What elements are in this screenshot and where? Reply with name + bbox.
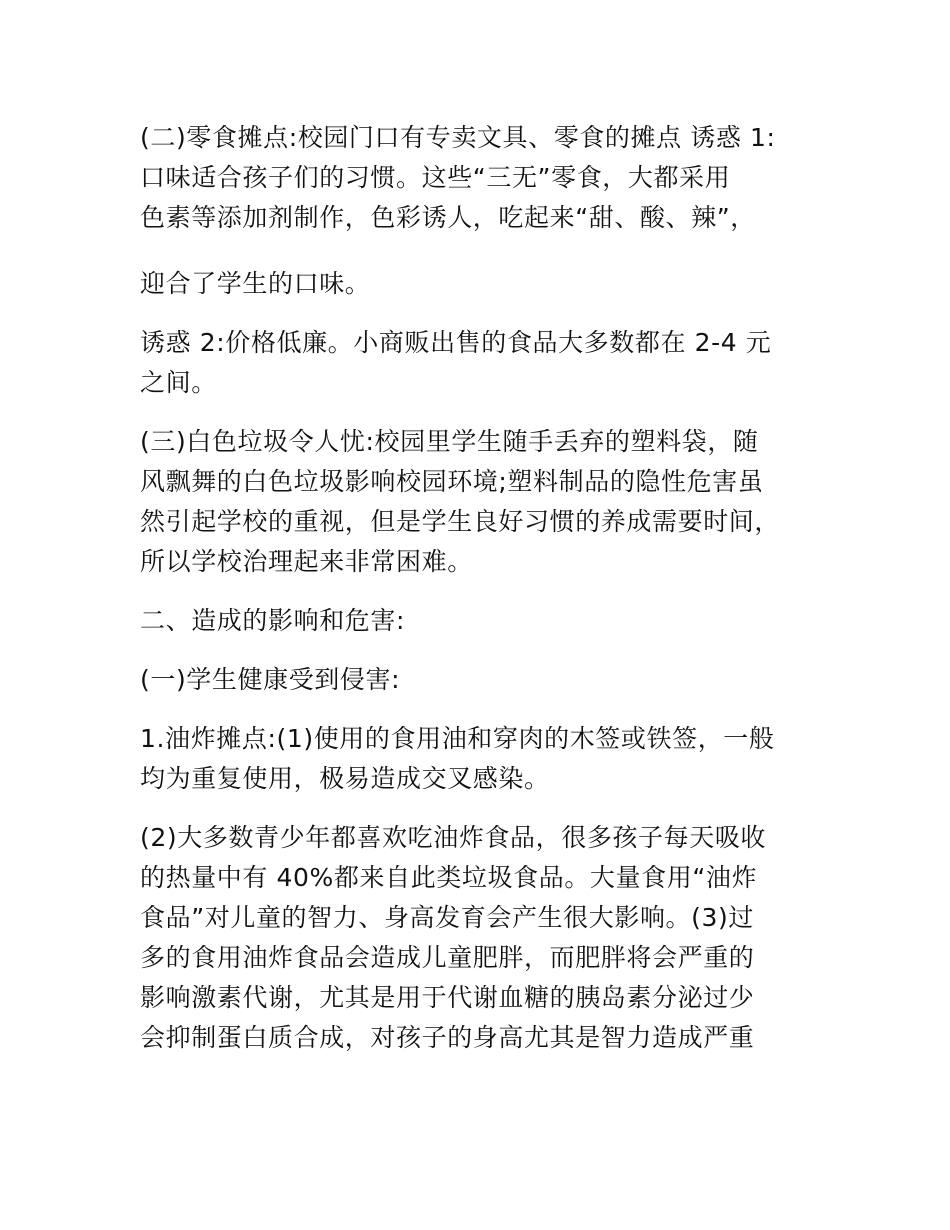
paragraph-low-price: 诱惑 2:价格低廉。小商贩出售的食品大多数都在 2-4 元 之间。 (140, 328, 772, 397)
paragraph-fried-stalls: 1.油炸摊点:(1)使用的食用油和穿肉的木签或铁签，一般 均为重复使用，极易造成交叉感染。 (140, 724, 775, 793)
subheading-health: (一)学生健康受到侵害: (140, 665, 401, 694)
paragraph-fried-food-effects: (2)大多数青少年都喜欢吃油炸食品，很多孩子每天吸收 的热量中有 40%都来自此类垃圾食品。大量食用“油炸 食品”对儿童的智力、身高发育会产生很大影响。(3)过 多的食用油炸食品会造成儿童肥胖，而肥胖将会严重的 影响激素代谢，尤其是用于代谢血糖的胰岛素分泌过少 会抑制蛋白质合成，对孩子的身高尤其是智力造成严重 (140, 823, 767, 1052)
paragraph-snack-stalls: (二)零食摊点:校园门口有专卖文具、零食的摊点 诱惑 1: 口味适合孩子们的习惯。这些“三无”零食，大都采用 色素等添加剂制作，色彩诱人，吃起来“甜、酸、辣”， (140, 123, 776, 232)
paragraph-taste: 迎合了学生的口味。 (140, 269, 371, 298)
document-page (140, 118, 820, 1058)
section-heading-impact: 二、造成的影响和危害: (140, 606, 406, 635)
paragraph-white-garbage: (三)白色垃圾令人忧:校园里学生随手丢弃的塑料袋，随 风飘舞的白色垃圾影响校园环境;塑料制品的隐性危害虽 然引起学校的重视，但是学生良好习惯的养成需要时间， 所以学校治理起来非常困难。 (140, 427, 781, 576)
